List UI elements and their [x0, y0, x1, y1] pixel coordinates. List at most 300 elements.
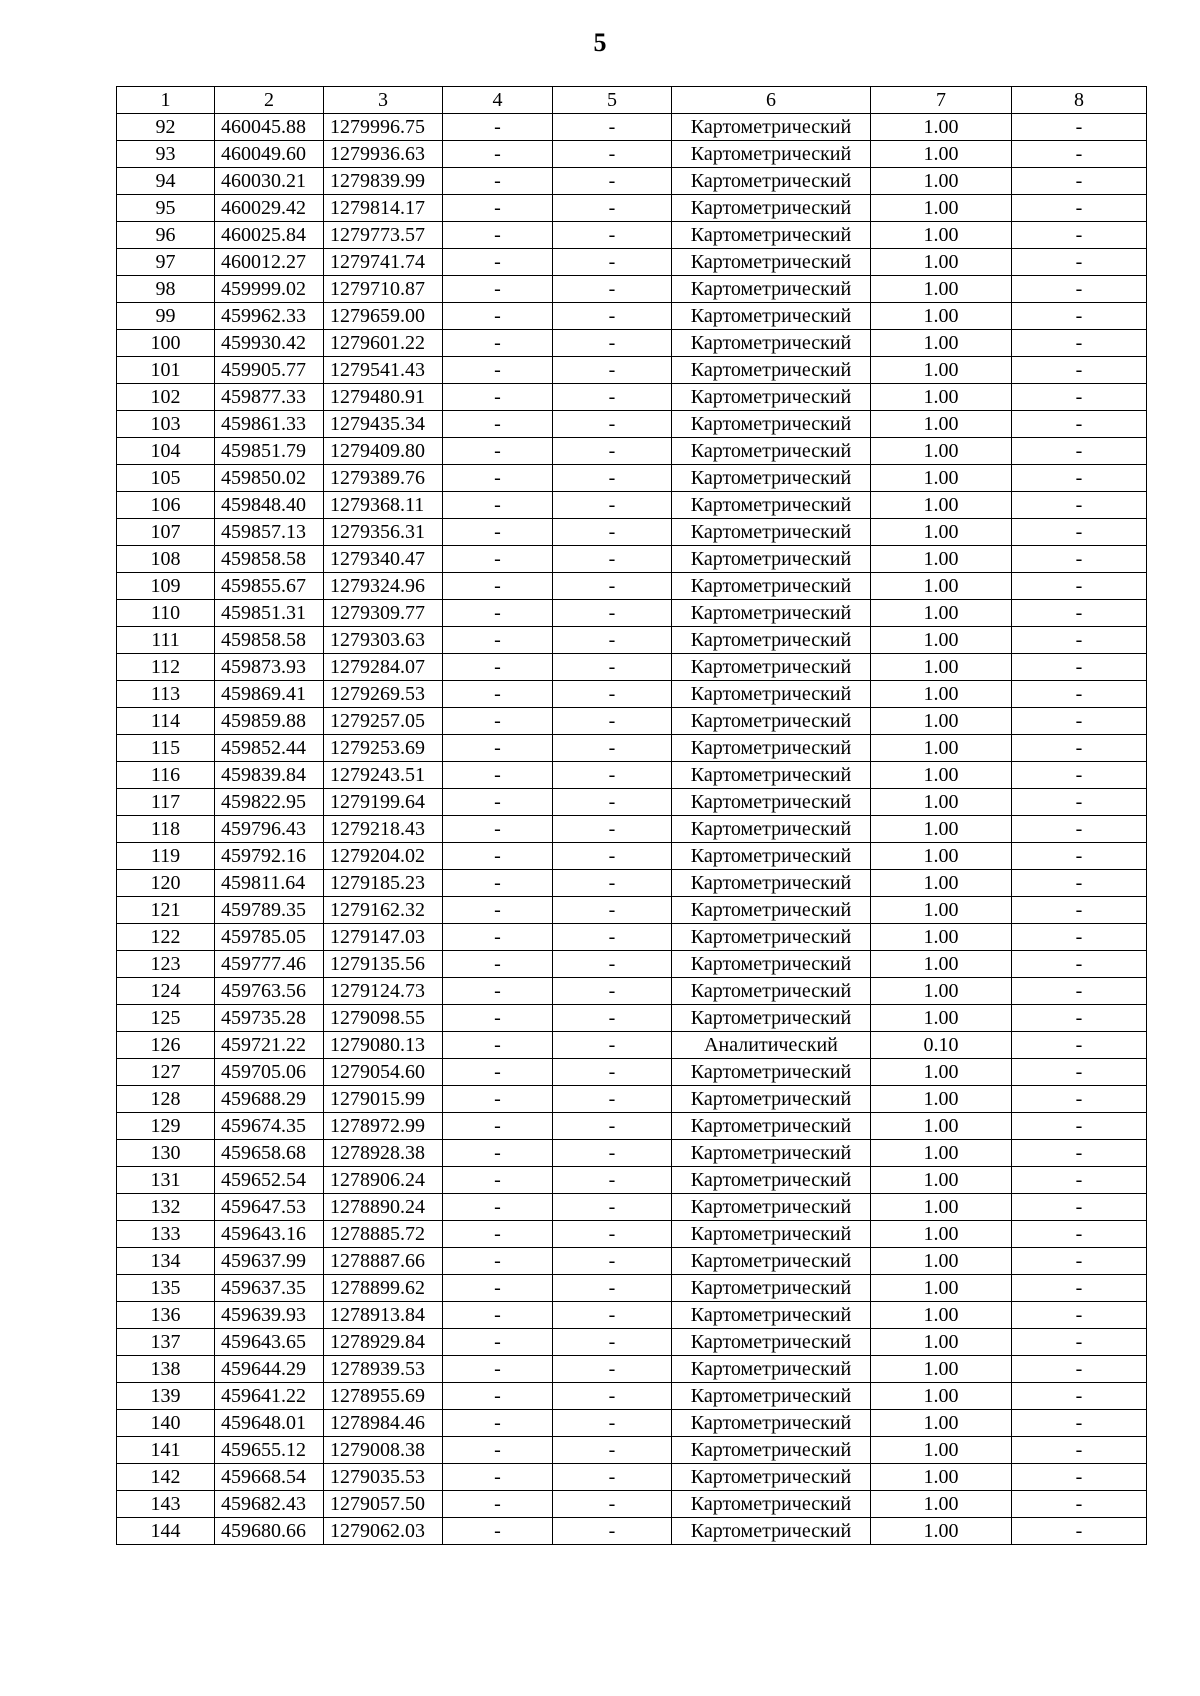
accuracy-cell: 1.00 — [871, 600, 1012, 627]
method-cell: Картометрический — [672, 1194, 871, 1221]
coordinate-x-cell: 459641.22 — [215, 1383, 324, 1410]
accuracy-cell: 1.00 — [871, 1437, 1012, 1464]
point-number-cell: 102 — [117, 384, 215, 411]
accuracy-cell: 1.00 — [871, 573, 1012, 600]
col-5-value-cell: - — [553, 249, 672, 276]
table-row — [117, 411, 1147, 438]
table-row — [117, 843, 1147, 870]
table-row — [117, 303, 1147, 330]
col-8-value-cell: - — [1012, 141, 1147, 168]
col-4-value-cell: - — [443, 222, 553, 249]
col-5-value-cell: - — [553, 303, 672, 330]
col-5-value-cell: - — [553, 1383, 672, 1410]
col-8-value-cell: - — [1012, 1167, 1147, 1194]
col-5-value-cell: - — [553, 762, 672, 789]
method-cell: Картометрический — [672, 330, 871, 357]
method-cell: Картометрический — [672, 1167, 871, 1194]
method-cell: Картометрический — [672, 141, 871, 168]
coordinate-x-cell: 459848.40 — [215, 492, 324, 519]
table-row — [117, 465, 1147, 492]
col-5-value-cell: - — [553, 816, 672, 843]
table-row — [117, 276, 1147, 303]
point-number-cell: 97 — [117, 249, 215, 276]
coordinate-y-cell: 1278890.24 — [324, 1194, 443, 1221]
coordinate-x-cell: 459763.56 — [215, 978, 324, 1005]
accuracy-cell: 0.10 — [871, 1032, 1012, 1059]
method-cell: Картометрический — [672, 1302, 871, 1329]
col-8-value-cell: - — [1012, 708, 1147, 735]
coordinate-y-cell: 1279062.03 — [324, 1518, 443, 1545]
method-cell: Картометрический — [672, 357, 871, 384]
coordinate-x-cell: 459648.01 — [215, 1410, 324, 1437]
accuracy-cell: 1.00 — [871, 1356, 1012, 1383]
coordinate-y-cell: 1279243.51 — [324, 762, 443, 789]
coordinate-x-cell: 459644.29 — [215, 1356, 324, 1383]
accuracy-cell: 1.00 — [871, 762, 1012, 789]
col-8-value-cell: - — [1012, 1221, 1147, 1248]
accuracy-cell: 1.00 — [871, 1464, 1012, 1491]
coordinate-y-cell: 1279199.64 — [324, 789, 443, 816]
method-cell: Картометрический — [672, 1491, 871, 1518]
method-cell: Картометрический — [672, 195, 871, 222]
col-8-value-cell: - — [1012, 168, 1147, 195]
point-number-cell: 132 — [117, 1194, 215, 1221]
method-cell: Картометрический — [672, 789, 871, 816]
coordinate-y-cell: 1278939.53 — [324, 1356, 443, 1383]
point-number-cell: 95 — [117, 195, 215, 222]
point-number-cell: 92 — [117, 114, 215, 141]
coordinate-y-cell: 1278929.84 — [324, 1329, 443, 1356]
coordinate-x-cell: 460025.84 — [215, 222, 324, 249]
coordinate-x-cell: 459680.66 — [215, 1518, 324, 1545]
coordinate-y-cell: 1279008.38 — [324, 1437, 443, 1464]
point-number-cell: 138 — [117, 1356, 215, 1383]
col-5-value-cell: - — [553, 1491, 672, 1518]
col-5-value-cell: - — [553, 357, 672, 384]
coordinates-table — [116, 86, 1147, 1545]
col-8-value-cell: - — [1012, 573, 1147, 600]
method-cell: Картометрический — [672, 1437, 871, 1464]
col-5-value-cell: - — [553, 1194, 672, 1221]
col-4-value-cell: - — [443, 1194, 553, 1221]
col-8-value-cell: - — [1012, 1194, 1147, 1221]
accuracy-cell: 1.00 — [871, 168, 1012, 195]
coordinate-y-cell: 1279309.77 — [324, 600, 443, 627]
page-number: 5 — [593, 28, 607, 57]
accuracy-cell: 1.00 — [871, 330, 1012, 357]
point-number-cell: 135 — [117, 1275, 215, 1302]
method-cell: Картометрический — [672, 114, 871, 141]
table-row — [117, 1086, 1147, 1113]
coordinate-y-cell: 1279098.55 — [324, 1005, 443, 1032]
method-cell: Картометрический — [672, 573, 871, 600]
accuracy-cell: 1.00 — [871, 1248, 1012, 1275]
col-8-value-cell: - — [1012, 249, 1147, 276]
accuracy-cell: 1.00 — [871, 897, 1012, 924]
col-4-value-cell: - — [443, 978, 553, 1005]
accuracy-cell: 1.00 — [871, 1518, 1012, 1545]
column-header: 5 — [553, 87, 672, 114]
col-5-value-cell: - — [553, 1518, 672, 1545]
accuracy-cell: 1.00 — [871, 222, 1012, 249]
col-5-value-cell: - — [553, 1221, 672, 1248]
col-4-value-cell: - — [443, 546, 553, 573]
accuracy-cell: 1.00 — [871, 1221, 1012, 1248]
accuracy-cell: 1.00 — [871, 384, 1012, 411]
coordinate-y-cell: 1279269.53 — [324, 681, 443, 708]
point-number-cell: 122 — [117, 924, 215, 951]
accuracy-cell: 1.00 — [871, 789, 1012, 816]
point-number-cell: 117 — [117, 789, 215, 816]
col-8-value-cell: - — [1012, 411, 1147, 438]
coordinate-x-cell: 459857.13 — [215, 519, 324, 546]
col-4-value-cell: - — [443, 735, 553, 762]
method-cell: Картометрический — [672, 546, 871, 573]
col-5-value-cell: - — [553, 1329, 672, 1356]
point-number-cell: 144 — [117, 1518, 215, 1545]
col-4-value-cell: - — [443, 141, 553, 168]
method-cell: Картометрический — [672, 951, 871, 978]
col-8-value-cell: - — [1012, 384, 1147, 411]
col-8-value-cell: - — [1012, 330, 1147, 357]
col-8-value-cell: - — [1012, 951, 1147, 978]
coordinate-x-cell: 459655.12 — [215, 1437, 324, 1464]
table-row — [117, 816, 1147, 843]
table-row — [117, 681, 1147, 708]
table-row — [117, 249, 1147, 276]
table-row — [117, 573, 1147, 600]
point-number-cell: 143 — [117, 1491, 215, 1518]
method-cell: Картометрический — [672, 438, 871, 465]
col-8-value-cell: - — [1012, 762, 1147, 789]
coordinate-y-cell: 1279936.63 — [324, 141, 443, 168]
coordinate-x-cell: 459637.35 — [215, 1275, 324, 1302]
col-8-value-cell: - — [1012, 303, 1147, 330]
coordinate-x-cell: 459811.64 — [215, 870, 324, 897]
coordinate-x-cell: 459859.88 — [215, 708, 324, 735]
col-4-value-cell: - — [443, 1113, 553, 1140]
col-8-value-cell: - — [1012, 1032, 1147, 1059]
coordinate-y-cell: 1278913.84 — [324, 1302, 443, 1329]
col-5-value-cell: - — [553, 1140, 672, 1167]
col-4-value-cell: - — [443, 1167, 553, 1194]
col-5-value-cell: - — [553, 1302, 672, 1329]
col-4-value-cell: - — [443, 1032, 553, 1059]
col-5-value-cell: - — [553, 924, 672, 951]
coordinate-x-cell: 459877.33 — [215, 384, 324, 411]
coordinate-x-cell: 459869.41 — [215, 681, 324, 708]
col-5-value-cell: - — [553, 1437, 672, 1464]
table-row — [117, 1113, 1147, 1140]
method-cell: Картометрический — [672, 1086, 871, 1113]
coordinate-y-cell: 1279541.43 — [324, 357, 443, 384]
table-row — [117, 1491, 1147, 1518]
accuracy-cell: 1.00 — [871, 1086, 1012, 1113]
point-number-cell: 119 — [117, 843, 215, 870]
col-5-value-cell: - — [553, 222, 672, 249]
method-cell: Картометрический — [672, 600, 871, 627]
coordinate-y-cell: 1279356.31 — [324, 519, 443, 546]
method-cell: Картометрический — [672, 1356, 871, 1383]
accuracy-cell: 1.00 — [871, 1410, 1012, 1437]
col-4-value-cell: - — [443, 195, 553, 222]
coordinate-x-cell: 459639.93 — [215, 1302, 324, 1329]
col-4-value-cell: - — [443, 1059, 553, 1086]
coordinate-y-cell: 1279015.99 — [324, 1086, 443, 1113]
coordinate-y-cell: 1279284.07 — [324, 654, 443, 681]
col-5-value-cell: - — [553, 978, 672, 1005]
method-cell: Картометрический — [672, 1248, 871, 1275]
accuracy-cell: 1.00 — [871, 735, 1012, 762]
col-5-value-cell: - — [553, 708, 672, 735]
table-row — [117, 762, 1147, 789]
col-4-value-cell: - — [443, 924, 553, 951]
column-header: 6 — [672, 87, 871, 114]
accuracy-cell: 1.00 — [871, 141, 1012, 168]
col-8-value-cell: - — [1012, 654, 1147, 681]
table-row — [117, 1518, 1147, 1545]
coordinate-x-cell: 459652.54 — [215, 1167, 324, 1194]
accuracy-cell: 1.00 — [871, 654, 1012, 681]
point-number-cell: 94 — [117, 168, 215, 195]
col-5-value-cell: - — [553, 789, 672, 816]
coordinate-x-cell: 459861.33 — [215, 411, 324, 438]
col-8-value-cell: - — [1012, 114, 1147, 141]
col-5-value-cell: - — [553, 411, 672, 438]
point-number-cell: 111 — [117, 627, 215, 654]
col-5-value-cell: - — [553, 519, 672, 546]
point-number-cell: 106 — [117, 492, 215, 519]
point-number-cell: 98 — [117, 276, 215, 303]
table-row — [117, 978, 1147, 1005]
accuracy-cell: 1.00 — [871, 1302, 1012, 1329]
coordinate-y-cell: 1278984.46 — [324, 1410, 443, 1437]
method-cell: Картометрический — [672, 897, 871, 924]
point-number-cell: 103 — [117, 411, 215, 438]
col-8-value-cell: - — [1012, 600, 1147, 627]
point-number-cell: 137 — [117, 1329, 215, 1356]
col-8-value-cell: - — [1012, 465, 1147, 492]
col-4-value-cell: - — [443, 654, 553, 681]
method-cell: Картометрический — [672, 519, 871, 546]
col-5-value-cell: - — [553, 465, 672, 492]
table-row — [117, 789, 1147, 816]
accuracy-cell: 1.00 — [871, 1491, 1012, 1518]
col-4-value-cell: - — [443, 708, 553, 735]
point-number-cell: 133 — [117, 1221, 215, 1248]
coordinate-x-cell: 460029.42 — [215, 195, 324, 222]
accuracy-cell: 1.00 — [871, 411, 1012, 438]
point-number-cell: 115 — [117, 735, 215, 762]
point-number-cell: 129 — [117, 1113, 215, 1140]
col-8-value-cell: - — [1012, 222, 1147, 249]
col-5-value-cell: - — [553, 1113, 672, 1140]
table-body — [117, 114, 1147, 1545]
point-number-cell: 118 — [117, 816, 215, 843]
accuracy-cell: 1.00 — [871, 519, 1012, 546]
col-4-value-cell: - — [443, 870, 553, 897]
coordinate-y-cell: 1279435.34 — [324, 411, 443, 438]
point-number-cell: 120 — [117, 870, 215, 897]
column-header: 1 — [117, 87, 215, 114]
table-row — [117, 168, 1147, 195]
col-8-value-cell: - — [1012, 789, 1147, 816]
method-cell: Аналитический — [672, 1032, 871, 1059]
table-row — [117, 951, 1147, 978]
coordinate-y-cell: 1279741.74 — [324, 249, 443, 276]
accuracy-cell: 1.00 — [871, 465, 1012, 492]
col-4-value-cell: - — [443, 357, 553, 384]
col-4-value-cell: - — [443, 951, 553, 978]
accuracy-cell: 1.00 — [871, 843, 1012, 870]
coordinate-y-cell: 1279057.50 — [324, 1491, 443, 1518]
method-cell: Картометрический — [672, 303, 871, 330]
table-row — [117, 1437, 1147, 1464]
point-number-cell: 124 — [117, 978, 215, 1005]
col-8-value-cell: - — [1012, 1383, 1147, 1410]
point-number-cell: 104 — [117, 438, 215, 465]
point-number-cell: 101 — [117, 357, 215, 384]
coordinate-y-cell: 1278887.66 — [324, 1248, 443, 1275]
table-row — [117, 141, 1147, 168]
method-cell: Картометрический — [672, 978, 871, 1005]
method-cell: Картометрический — [672, 222, 871, 249]
method-cell: Картометрический — [672, 762, 871, 789]
col-4-value-cell: - — [443, 1383, 553, 1410]
col-4-value-cell: - — [443, 168, 553, 195]
table-row — [117, 546, 1147, 573]
col-5-value-cell: - — [553, 546, 672, 573]
col-5-value-cell: - — [553, 1005, 672, 1032]
col-8-value-cell: - — [1012, 1356, 1147, 1383]
col-8-value-cell: - — [1012, 1329, 1147, 1356]
column-header: 3 — [324, 87, 443, 114]
method-cell: Картометрический — [672, 1140, 871, 1167]
accuracy-cell: 1.00 — [871, 924, 1012, 951]
coordinate-y-cell: 1279839.99 — [324, 168, 443, 195]
method-cell: Картометрический — [672, 249, 871, 276]
col-8-value-cell: - — [1012, 1275, 1147, 1302]
coordinate-y-cell: 1278906.24 — [324, 1167, 443, 1194]
method-cell: Картометрический — [672, 681, 871, 708]
coordinate-x-cell: 459688.29 — [215, 1086, 324, 1113]
coordinate-x-cell: 459852.44 — [215, 735, 324, 762]
method-cell: Картометрический — [672, 492, 871, 519]
col-5-value-cell: - — [553, 168, 672, 195]
col-4-value-cell: - — [443, 1275, 553, 1302]
coordinate-x-cell: 459858.58 — [215, 627, 324, 654]
point-number-cell: 136 — [117, 1302, 215, 1329]
coordinate-y-cell: 1279303.63 — [324, 627, 443, 654]
coordinate-x-cell: 459643.16 — [215, 1221, 324, 1248]
method-cell: Картометрический — [672, 1410, 871, 1437]
table-row — [117, 897, 1147, 924]
coordinate-y-cell: 1279659.00 — [324, 303, 443, 330]
coordinate-y-cell: 1279814.17 — [324, 195, 443, 222]
coordinate-y-cell: 1279480.91 — [324, 384, 443, 411]
col-5-value-cell: - — [553, 1356, 672, 1383]
col-4-value-cell: - — [443, 384, 553, 411]
point-number-cell: 125 — [117, 1005, 215, 1032]
accuracy-cell: 1.00 — [871, 1383, 1012, 1410]
method-cell: Картометрический — [672, 843, 871, 870]
col-4-value-cell: - — [443, 249, 553, 276]
coordinate-y-cell: 1279147.03 — [324, 924, 443, 951]
accuracy-cell: 1.00 — [871, 978, 1012, 1005]
coordinate-x-cell: 460045.88 — [215, 114, 324, 141]
col-4-value-cell: - — [443, 276, 553, 303]
accuracy-cell: 1.00 — [871, 303, 1012, 330]
table-row — [117, 330, 1147, 357]
col-5-value-cell: - — [553, 1248, 672, 1275]
coordinate-x-cell: 459796.43 — [215, 816, 324, 843]
table-row — [117, 708, 1147, 735]
table-row — [117, 384, 1147, 411]
accuracy-cell: 1.00 — [871, 708, 1012, 735]
col-4-value-cell: - — [443, 1356, 553, 1383]
point-number-cell: 131 — [117, 1167, 215, 1194]
col-4-value-cell: - — [443, 1221, 553, 1248]
coordinate-y-cell: 1279773.57 — [324, 222, 443, 249]
table-row — [117, 1302, 1147, 1329]
col-4-value-cell: - — [443, 1329, 553, 1356]
table-row — [117, 1275, 1147, 1302]
col-4-value-cell: - — [443, 1437, 553, 1464]
col-5-value-cell: - — [553, 114, 672, 141]
coordinate-x-cell: 459851.31 — [215, 600, 324, 627]
table-row — [117, 1167, 1147, 1194]
coordinate-x-cell: 459637.99 — [215, 1248, 324, 1275]
accuracy-cell: 1.00 — [871, 546, 1012, 573]
table-row — [117, 1140, 1147, 1167]
col-4-value-cell: - — [443, 114, 553, 141]
col-5-value-cell: - — [553, 654, 672, 681]
coordinate-y-cell: 1279996.75 — [324, 114, 443, 141]
col-8-value-cell: - — [1012, 1005, 1147, 1032]
table-row — [117, 654, 1147, 681]
point-number-cell: 110 — [117, 600, 215, 627]
accuracy-cell: 1.00 — [871, 1329, 1012, 1356]
col-8-value-cell: - — [1012, 681, 1147, 708]
coordinate-x-cell: 459668.54 — [215, 1464, 324, 1491]
col-4-value-cell: - — [443, 627, 553, 654]
accuracy-cell: 1.00 — [871, 816, 1012, 843]
point-number-cell: 141 — [117, 1437, 215, 1464]
col-4-value-cell: - — [443, 465, 553, 492]
coordinate-y-cell: 1278899.62 — [324, 1275, 443, 1302]
coordinate-x-cell: 460030.21 — [215, 168, 324, 195]
coordinate-y-cell: 1279324.96 — [324, 573, 443, 600]
method-cell: Картометрический — [672, 1221, 871, 1248]
col-8-value-cell: - — [1012, 195, 1147, 222]
coordinate-x-cell: 459851.79 — [215, 438, 324, 465]
col-5-value-cell: - — [553, 681, 672, 708]
point-number-cell: 99 — [117, 303, 215, 330]
method-cell: Картометрический — [672, 924, 871, 951]
table-row — [117, 114, 1147, 141]
col-8-value-cell: - — [1012, 627, 1147, 654]
point-number-cell: 105 — [117, 465, 215, 492]
point-number-cell: 123 — [117, 951, 215, 978]
coordinate-x-cell: 460049.60 — [215, 141, 324, 168]
coordinate-y-cell: 1279253.69 — [324, 735, 443, 762]
col-5-value-cell: - — [553, 951, 672, 978]
table-header-row — [117, 87, 1147, 114]
col-5-value-cell: - — [553, 1059, 672, 1086]
col-8-value-cell: - — [1012, 978, 1147, 1005]
method-cell: Картометрический — [672, 870, 871, 897]
method-cell: Картометрический — [672, 1464, 871, 1491]
